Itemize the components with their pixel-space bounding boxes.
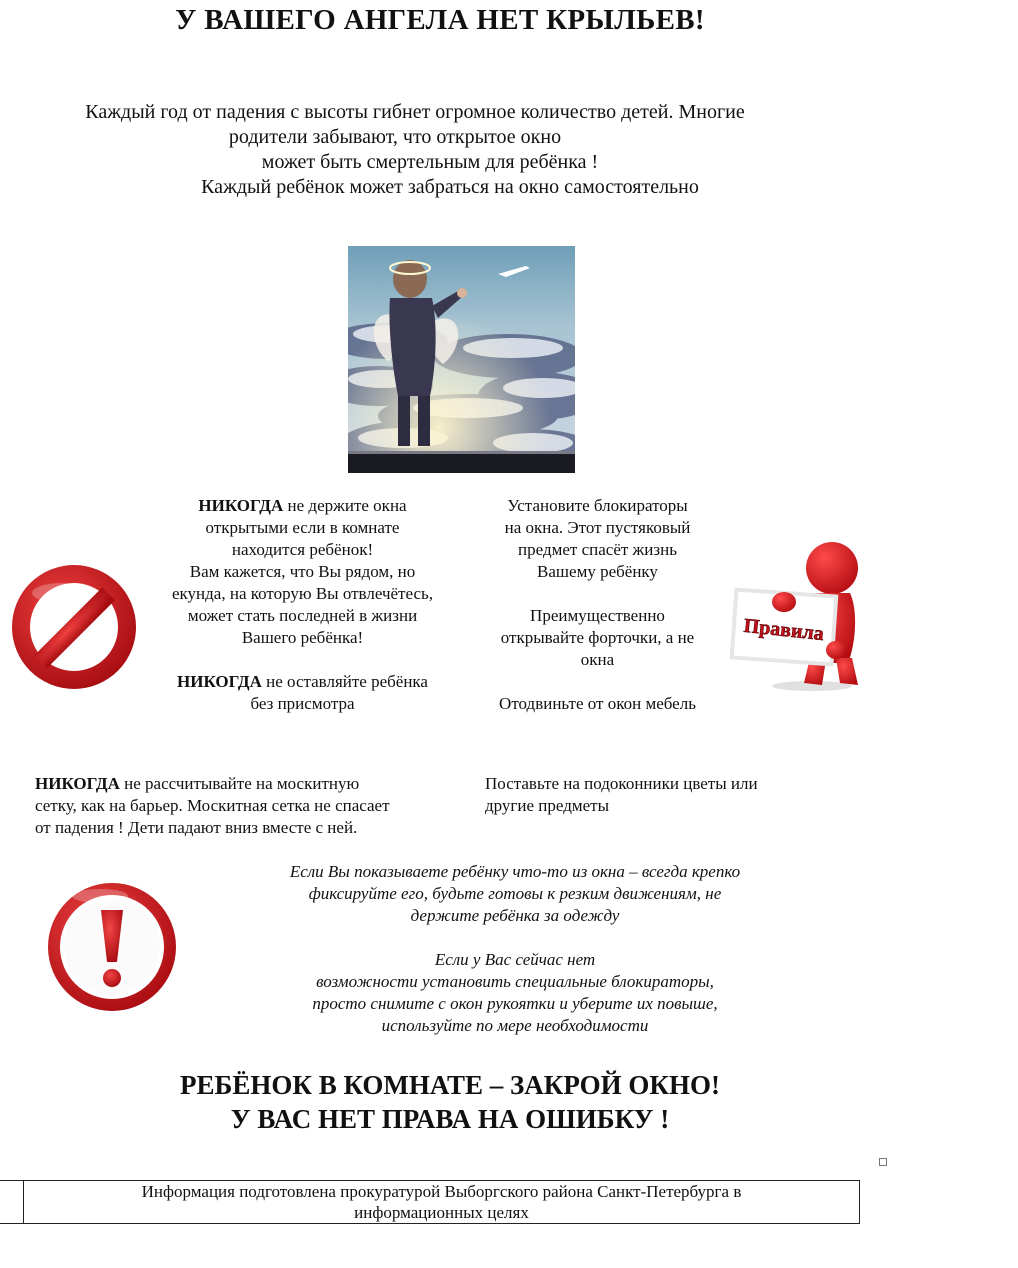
- tip-line: Если Вы показываете ребёнку что-то из окна – всегда крепко: [289, 862, 741, 881]
- tip-line: возможности установить специальные блокираторы,: [316, 972, 714, 991]
- flowers-advice: [485, 773, 825, 817]
- italic-tips: [230, 861, 800, 1037]
- warning-line: от падения ! Дети падают вниз вместе с ней.: [35, 818, 358, 837]
- rules-sign-text: Правила: [742, 614, 825, 646]
- intro-line: Каждый год от падения с высоты гибнет огромное количество детей. Многие: [85, 101, 745, 123]
- advice-line: Установите блокираторы: [507, 496, 688, 515]
- warning-line: НИКОГДА не держите окна: [198, 496, 407, 515]
- footer-line: Информация подготовлена прокуратурой Выборгского района Санкт-Петербурга в: [141, 1182, 742, 1201]
- mosquito-net-warning: [35, 773, 465, 839]
- warning-line: сетку, как на барьер. Москитная сетка не спасает: [35, 796, 390, 815]
- tip-line: используйте по мере необходимости: [381, 1016, 649, 1035]
- tip-line: фиксируйте его, будьте готовы к резким движениям, не: [308, 884, 722, 903]
- never-label: НИКОГДА: [198, 496, 284, 515]
- slogan-line: У ВАС НЕТ ПРАВА НА ОШИБКУ !: [230, 1104, 670, 1134]
- advice-line: другие предметы: [485, 796, 610, 815]
- tip-line: держите ребёнка за одежду: [410, 906, 620, 925]
- anchor-marker: [879, 1158, 887, 1166]
- advice-line: предмет спасёт жизнь: [518, 540, 677, 559]
- prohibition-icon: [10, 563, 138, 691]
- angel-child-photo: [348, 246, 575, 473]
- tip-line: Если у Вас сейчас нет: [434, 950, 596, 969]
- warning-line: НИКОГДА не рассчитывайте на москитную: [35, 774, 360, 793]
- advice-line: Поставьте на подоконники цветы или: [485, 774, 758, 793]
- page-title: У ВАШЕГО АНГЕЛА НЕТ КРЫЛЬЕВ!: [175, 4, 705, 36]
- warning-line: открытыми если в комнате: [205, 518, 400, 537]
- rules-figure-icon: [728, 538, 870, 693]
- footer-line: информационных целях: [354, 1203, 529, 1222]
- warning-line: НИКОГДА не оставляйте ребёнка: [177, 672, 428, 691]
- advice-line: на окна. Этот пустяковый: [504, 518, 691, 537]
- warning-line: без присмотра: [250, 694, 355, 713]
- advice-line: Отодвиньте от окон мебель: [499, 694, 696, 713]
- never-label: НИКОГДА: [35, 774, 120, 793]
- advice-line: окна: [580, 650, 615, 669]
- warning-line: Вашего ребёнка!: [241, 628, 364, 647]
- tip-line: просто снимите с окон рукоятки и уберите их повыше,: [312, 994, 718, 1013]
- warning-line: находится ребёнок!: [231, 540, 374, 559]
- intro-line: может быть смертельным для ребёнка !: [261, 151, 599, 173]
- warning-line: Вам кажется, что Вы рядом, но: [189, 562, 416, 581]
- footer-box: [23, 1180, 860, 1224]
- advice-line: Вашему ребёнку: [537, 562, 658, 581]
- left-warnings: [130, 495, 475, 715]
- warning-line: екунда, на которую Вы отвлечётесь,: [171, 584, 434, 603]
- advice-line: Преимущественно: [530, 606, 665, 625]
- intro-text: [20, 100, 810, 200]
- advice-line: открывайте форточки, а не: [500, 628, 695, 647]
- intro-line: Каждый ребёнок может забраться на окно самостоятельно: [201, 176, 699, 198]
- footer-left-cell: [0, 1180, 23, 1224]
- right-advice: [475, 495, 720, 715]
- slogan-line: РЕБЁНОК В КОМНАТЕ – ЗАКРОЙ ОКНО!: [180, 1070, 720, 1100]
- slogan: [0, 1068, 900, 1136]
- intro-line: родители забывают, что открытое окно: [228, 126, 562, 148]
- warning-line: может стать последней в жизни: [187, 606, 418, 625]
- exclamation-icon: [45, 880, 181, 1016]
- never-label: НИКОГДА: [177, 672, 262, 691]
